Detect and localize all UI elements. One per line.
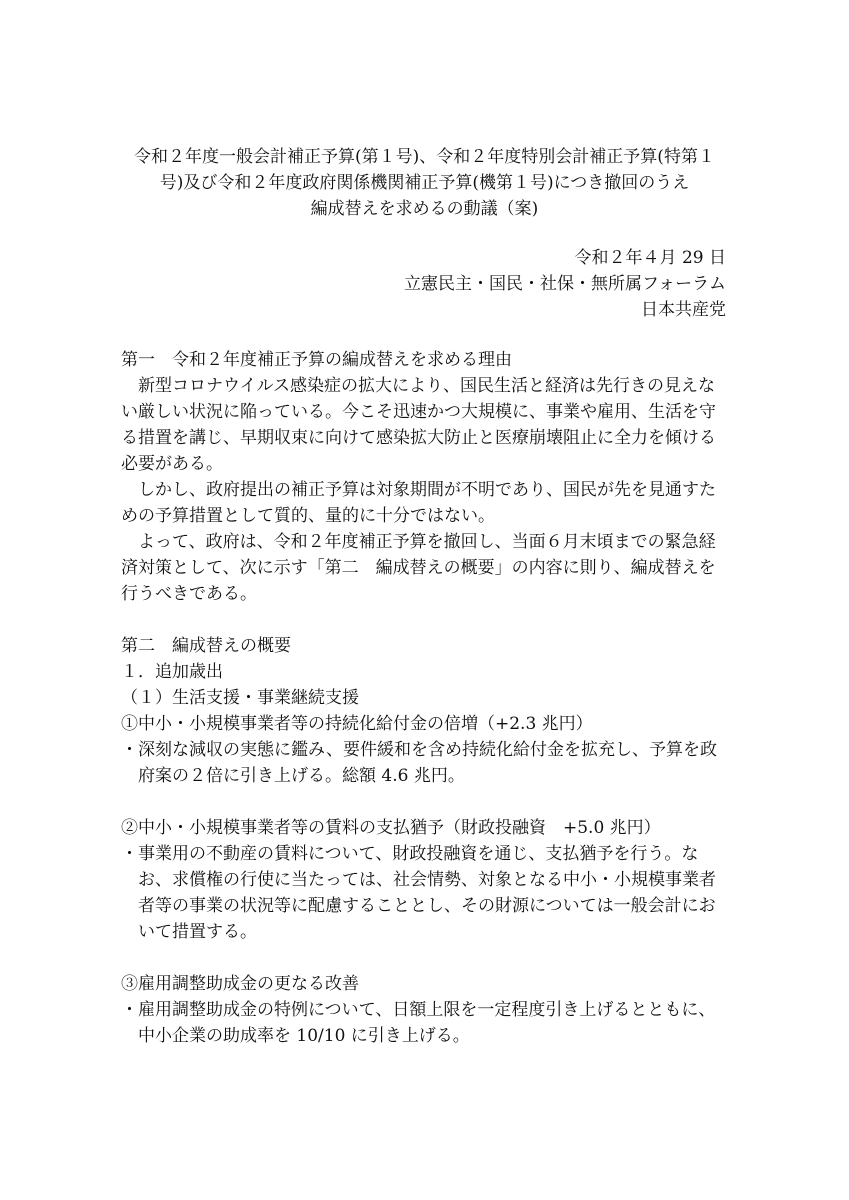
section-1-para-1-line-3: る措置を講じ、早期収束に向けて感染拡大防止と医療崩壊阻止に全力を傾ける bbox=[121, 428, 716, 448]
item-2-bullet-line-4: いて措置する。 bbox=[121, 922, 257, 942]
title-line-3: 編成替えを求めるの動議（案) bbox=[310, 199, 539, 219]
section-1-para-2-line-2: めの予算措置として質的、量的に十分ではない。 bbox=[121, 506, 495, 526]
item-1-bullet-line-1: ・深刻な減収の実態に鑑み、要件緩和を含め持続化給付金を拡充し、予算を政 bbox=[121, 740, 718, 760]
item-2-bullet-line-3: 者等の事業の状況等に配慮することとし、その財源については一般会計にお bbox=[121, 896, 716, 916]
document-date: 令和２年４月 29 日 bbox=[574, 248, 726, 268]
subsection-additional-expenditure: １．追加歳出 bbox=[121, 662, 223, 682]
item-2-bullet-line-2: お、求償権の行使に当たっては、社会情勢、対象となる中小・小規模事業者 bbox=[121, 870, 716, 890]
section-1-para-3-line-2: 済対策として、次に示す「第二 編成替えの概要」の内容に則り、編成替えを bbox=[121, 558, 716, 578]
item-3-bullet-line-2: 中小企業の助成率を 10/10 に引き上げる。 bbox=[121, 1026, 470, 1046]
section-1-para-3-line-3: 行うべきである。 bbox=[121, 584, 257, 604]
item-1-title: ①中小・小規模事業者等の持続化給付金の倍増（+2.3 兆円） bbox=[121, 714, 593, 734]
section-1-para-3-line-1: よって、政府は、令和２年度補正予算を撤回し、当面６月末頃までの緊急経 bbox=[121, 532, 716, 552]
section-1-para-1-line-1: 新型コロナウイルス感染症の拡大により、国民生活と経済は先行きの見えな bbox=[121, 376, 715, 396]
item-2-bullet-line-1: ・事業用の不動産の賃料について、財政投融資を通じ、支払猶予を行う。な bbox=[121, 844, 699, 864]
subsection-livelihood-support: （１）生活支援・事業継続支援 bbox=[121, 688, 359, 708]
section-1-para-1-line-2: い厳しい状況に陥っている。今こそ迅速かつ大規模に、事業や雇用、生活を守 bbox=[121, 402, 716, 422]
section-1-para-2-line-1: しかし、政府提出の補正予算は対象期間が不明であり、国民が先を見通すた bbox=[121, 480, 716, 500]
title-line-2: 号)及び令和２年度政府関係機関補正予算(機第１号)につき撤回のうえ bbox=[159, 173, 690, 193]
item-3-title: ③雇用調整助成金の更なる改善 bbox=[121, 974, 359, 994]
item-3-bullet-line-1: ・雇用調整助成金の特例について、日額上限を一定程度引き上げるとともに、 bbox=[121, 1000, 716, 1020]
section-1-para-1-line-4: 必要がある。 bbox=[121, 454, 223, 474]
proposer-1: 立憲民主・国民・社保・無所属フォーラム bbox=[404, 274, 726, 294]
proposer-2: 日本共産党 bbox=[641, 300, 726, 320]
section-2-heading: 第二 編成替えの概要 bbox=[121, 636, 291, 656]
item-1-bullet-line-2: 府案の２倍に引き上げる。総額 4.6 兆円。 bbox=[121, 766, 465, 786]
item-2-title: ②中小・小規模事業者等の賃料の支払猶予（財政投融資 +5.0 兆円） bbox=[121, 818, 661, 838]
section-1-heading: 第一 令和２年度補正予算の編成替えを求める理由 bbox=[121, 350, 512, 370]
title-line-1: 令和２年度一般会計補正予算(第１号)、令和２年度特別会計補正予算(特第１ bbox=[134, 147, 715, 167]
